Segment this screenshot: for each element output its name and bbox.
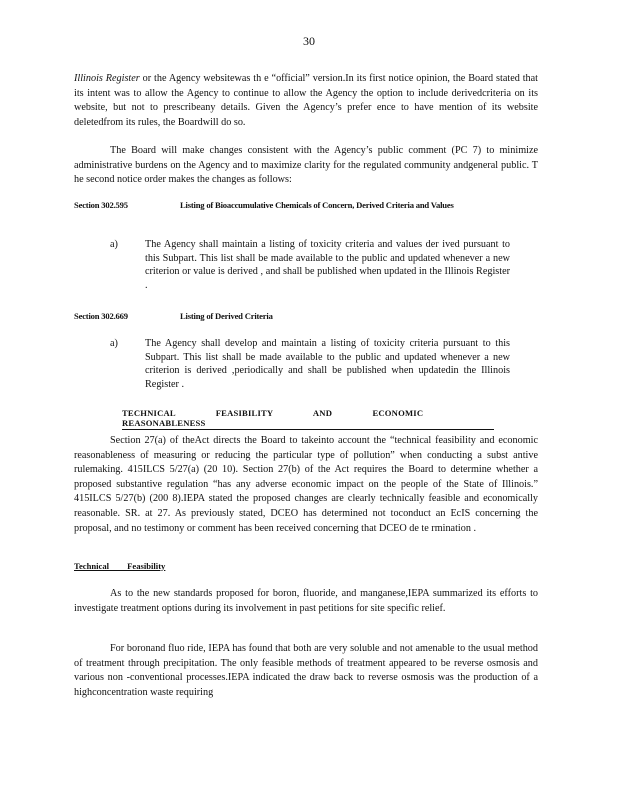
- item-text: The Agency shall develop and maintain a listing of toxicity criteria pursuant to this Subpart. This list shall be made available to the public and updated whenever a new criterion is derived ,periodically and shall be published when updatedin the Illinois Register .: [145, 338, 510, 390]
- page-number: 30: [303, 34, 315, 48]
- paragraph-boron-fluoride: For boronand fluo ride, IEPA has found that both are very soluble and not amenable to the usual method of treatment through precipitation. The only feasible methods of treatment appeared to be reverse osmosis and various non -conventional processes.IEPA indicated the draw back to reverse osmosis was the production of a highconcentration waste requiring: [74, 643, 538, 698]
- paragraph-new-standards: As to the new standards proposed for boron, fluoride, and manganese,IEPA summarized its efforts to investigate treatment options during its involvement in past petitions for site specific relief.: [74, 588, 538, 614]
- section-number: Section 302.595: [74, 200, 128, 210]
- section-title: Listing of Bioaccumulative Chemicals of Concern, Derived Criteria and Values: [180, 200, 454, 210]
- paragraph-section-27: Section 27(a) of theAct directs the Board to takeinto account the “technical feasibility and economic reasonableness of measuring or reducing the particular type of pollution” when conducting a subst antive rulemaking. 415ILCS 5/27(a) (20 10). Section 27(b) of the Act requires the Board to determine whether a proposed substantive regulation “has any adverse economic impact on the people of the State of Illinois.” 415ILCS 5/27(b) (200 8).IEPA stated the proposed changes are clearly technically feasible and economically reasonable. SR. at 27. As previously stated, DCEO has determined not toconduct an EcIS concerning the proposal, and no testimony or comment has been received concerning that DCEO de te rmination .: [74, 435, 538, 534]
- section-title: Listing of Derived Criteria: [180, 311, 273, 321]
- paragraph-changes: The Board will make changes consistent with the Agency’s public comment (PC 7) to minimize administrative burdens on the Agency and to maximize clarity for the regulated community andgeneral public. T he second notice order makes the changes as follows:: [74, 145, 538, 186]
- subheading-technical-feasibility: Technical Feasibility: [74, 561, 166, 571]
- item-text: The Agency shall maintain a listing of toxicity criteria and values der ived pursuant to this Subpart. This list shall be made available to the public and updated whenever a new criterion or value is derived , and shall be published when updated in the Illinois Register .: [145, 239, 510, 291]
- italic-term: Illinois Register: [74, 73, 140, 84]
- paragraph-website-text: or the Agency websitewas th e “official” version.In its first notice opinion, the Board stated that its intent was to allow the Agency to continue to allow the Agency the option to include derivedcriteria on its website, but not to prescribeany details. Given the Agency’s prefer ence to have mention of its website deletedfrom its rules, the Boardwill do so.: [74, 73, 538, 128]
- section-number: Section 302.669: [74, 311, 128, 321]
- item-label: a): [110, 239, 118, 250]
- paragraph-website: [74, 72, 538, 130]
- section-heading-technical-economic: TECHNICAL FEASIBILITY AND ECONOMIC REASONABLENESS: [122, 408, 494, 430]
- item-label: a): [110, 338, 118, 349]
